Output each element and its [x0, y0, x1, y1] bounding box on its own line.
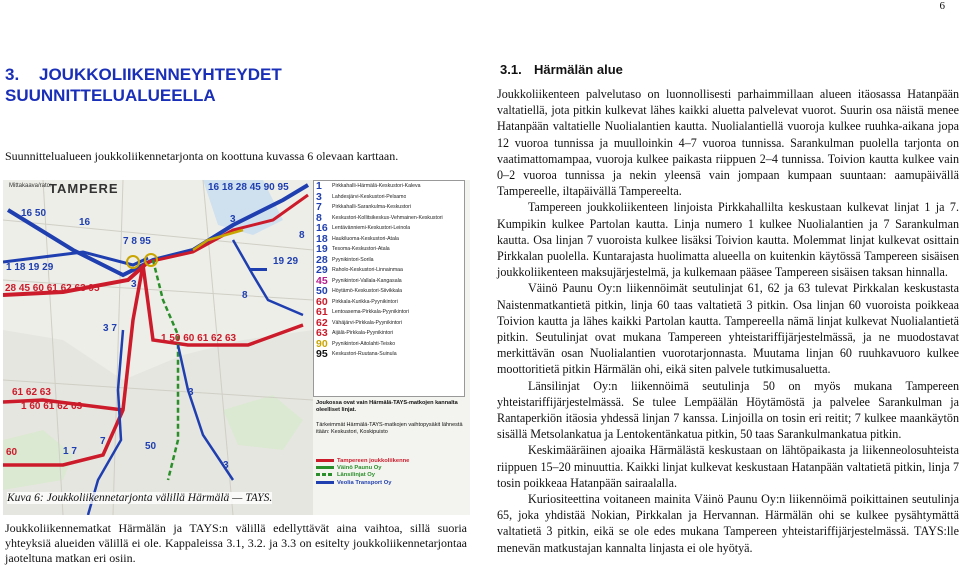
green-line-icon — [316, 466, 334, 469]
route-legend — [313, 180, 465, 397]
legend-row — [314, 307, 464, 318]
route-label: 8 — [242, 290, 248, 301]
figure-caption: Kuva 6: Joukkoliikennetarjonta välillä Härmälä — TAYS. — [7, 492, 273, 504]
key-row-tampere — [316, 458, 466, 465]
legend-route-number: 16 — [316, 222, 328, 235]
legend-route-number: 60 — [316, 295, 328, 308]
route-label: 3 — [223, 460, 229, 471]
key-label: Tampereen joukkoliikenne — [337, 458, 410, 464]
legend-route-number: 45 — [316, 274, 328, 287]
map-note-transfer: Tärkeimmät Härmälä-TAYS-matkojen vaihtopysäkit lähnestä itään: Keskustori, Koskipuisto — [316, 422, 463, 435]
route-label: 1 50 60 61 62 63 — [161, 333, 237, 344]
route-label: 16 — [79, 217, 91, 228]
legend-route-desc: Raholo-Keskustori-Linnainmaa — [332, 267, 403, 274]
legend-row — [314, 234, 464, 245]
page-number: 6 — [939, 0, 945, 12]
route-label: 16 18 28 45 90 95 — [208, 182, 289, 193]
legend-route-desc: Tesoma-Keskustori-Atala — [332, 246, 390, 253]
legend-row — [314, 339, 464, 350]
paragraph: Joukkoliikenteen palvelutaso on luonnollisesti parhaimmillaan alueen itäosassa Hatanpään valtatiellä, jota pitkin kulkevat lähes kaikki aluetta palvelevat vuorot. Suurin osa näistä menee Hatanpään valtatielle Nuolialantien kautta. Nuolialantiellä vuoroja kulkee ruuhka-aikana jopa 12 vuoroa tunnissa ja muulloinkin 4–7 vuoroa tunnissa. Sarankulman puolella tarjonta on vaatimattomampaa, vuoroja kulkee paikasta riippuen 2–4 tunnissa. Toivion kautta kulkee vain 0–2 vuoroa tunnissa ja nekin yleensä vain jompaan kumpaan suuntaan: aamupäivällä Tampereelle, iltapäivällä Tampereelta. — [497, 87, 959, 199]
legend-row — [314, 297, 464, 308]
legend-route-number: 28 — [316, 253, 328, 266]
red-line-icon — [316, 459, 334, 462]
legend-row — [314, 318, 464, 329]
map-city-label: TAMPERE — [49, 181, 119, 196]
route-label: 60 — [6, 447, 18, 458]
route-label: 7 — [100, 436, 106, 447]
legend-row — [314, 202, 464, 213]
legend-row — [314, 265, 464, 276]
route-label: 3 — [230, 214, 236, 225]
legend-route-desc: Vähäjärvi-Pirkkala-Pyynikintori — [332, 319, 403, 326]
legend-route-desc: Lahdesjärvi-Keskustori-Pelsamo — [332, 193, 407, 200]
blue-line-icon — [316, 481, 334, 484]
route-label: 16 50 — [21, 208, 47, 219]
intro-text: Suunnittelualueen joukkoliikennetarjonta on koottuna kuvassa 6 olevaan karttaan. — [5, 149, 399, 163]
route-label: 3 7 — [103, 323, 117, 334]
legend-route-number: 62 — [316, 316, 328, 329]
legend-row — [314, 276, 464, 287]
chapter-heading — [5, 64, 465, 106]
legend-row — [314, 286, 464, 297]
legend-route-number: 61 — [316, 306, 328, 319]
key-label: Veolia Transport Oy — [337, 479, 392, 486]
paragraph: Kuriositeettina voitaneen mainita Väinö Paunu Oy:n liikennöimä poikittainen seutulinja 65, joka yhdistää Nokian, Pirkkalan ja Hervannan. Härmälän ohi se kulkee pysähtymättä valtatietä 3 pitkin, eikä se ole edes mukana Tampereen yhteistariffijärjestelmässä. TAYS:lle menevän matkustajan kannalta linjasta ei ole hyötyä. — [497, 492, 959, 555]
legend-route-desc: Höytämö-Keskustori-Siivikkala — [332, 288, 403, 295]
key-row-paunu — [316, 465, 466, 472]
section-heading — [500, 62, 959, 77]
legend-route-number: 29 — [316, 264, 328, 277]
legend-row — [314, 192, 464, 203]
legend-route-desc: Keskustori-Kollitsikeskus-Vehmainen-Keskustori — [332, 214, 443, 221]
operator-key — [316, 458, 466, 487]
paragraph: Väinö Paunu Oy:n liikennöimät seutulinjat 61, 62 ja 63 tulevat Pirkkalan keskustasta Naistenmatkantietä pitkin, linja 60 taas valtatietä 3 pitkin. Osa linjan 60 vuoroista poikkeaa Toivion kautta ja lähes kaikki Partolan kautta. Tampereella nämä linjat kulkevat Nuolialantietä pitkin. Seutulinjat ovat mukana Tampereen yhteistariffijärjestelmässä, ja ne muodostavat merkittävän osan Nuolialantien vuorotarjonnasta. Muutama linjan 60 ruuhkavuoro kulkee moottoritietä pitkin Härmälän ohi, eikä siten palvele tutkimusaluetta. — [497, 281, 959, 377]
route-label: 8 — [299, 230, 305, 241]
legend-route-desc: Haukiluoma-Keskustori-Atala — [332, 235, 399, 242]
legend-route-desc: Keskustori-Ruutana-Suinula — [332, 351, 397, 358]
legend-route-desc: Pyynikintori-Aitolahti-Teisko — [332, 340, 396, 347]
map-scale-label: Mittakaava/rato: — [9, 183, 52, 189]
legend-row — [314, 349, 464, 360]
legend-route-number: 50 — [316, 285, 328, 298]
legend-route-desc: Lentoasema-Pirkkala-Pyynikintori — [332, 309, 409, 316]
legend-route-number: 95 — [316, 348, 328, 361]
key-label: Länsilinjat Oy — [337, 472, 376, 479]
legend-row — [314, 255, 464, 266]
legend-route-number: 90 — [316, 337, 328, 350]
legend-route-desc: Pyynikintori-Sorila — [332, 256, 374, 263]
route-label: 50 — [145, 441, 157, 452]
route-label: 19 29 — [273, 256, 299, 267]
route-label: 1 60 61 62 63 — [21, 401, 83, 412]
legend-route-number: 63 — [316, 327, 328, 340]
legend-row — [314, 213, 464, 224]
legend-row — [314, 223, 464, 234]
paragraph: Tampereen joukkoliikenteen linjoista Pirkkahallilta keskustaan kulkevat linjat 1 ja 7. Kumpikin kulkee Partolan kautta. Linja numero 1 kulkee Nuolialantien ja 7 Sarankulman kautta. Osa linjan 7 vuoroista kulkee lisäksi Toivion kautta. Molemmat linjat kulkevat osittain Pirkkalan puolella. Kuntarajasta huolimatta alueella on kuitenkin käytössä Tampereen sisäisen joukkoliikenteen maksujärjestelmä, ja kulkemaan pääsee Tampereen sisäisen taksan hinnalla. — [497, 200, 959, 280]
dashed-green-line-icon — [316, 473, 334, 476]
legend-route-desc: Pirkkala-Kurikka-Pyynikintori — [332, 298, 398, 305]
legend-route-number: 19 — [316, 243, 328, 256]
route-label: 1 7 — [63, 446, 77, 457]
chapter-number: 3. — [5, 65, 20, 84]
section-number: 3.1. — [500, 62, 522, 77]
legend-route-number: 3 — [316, 190, 322, 203]
route-label: 7 8 95 — [123, 236, 151, 247]
legend-route-desc: Pirkkahalli-Härmälä-Keskustori-Kaleva — [332, 183, 421, 190]
route-label: 1 18 19 29 — [6, 262, 54, 273]
legend-route-desc: Pirkkahalli-Sarankulma-Keskustori — [332, 204, 411, 211]
legend-route-desc: Lentävänniemi-Keskustori-Leinola — [332, 225, 411, 232]
legend-route-number: 7 — [316, 201, 322, 214]
key-row-lansilinjat — [316, 472, 466, 479]
legend-route-desc: Pyynikintori-Vallala-Kangasala — [332, 277, 402, 284]
route-label: 61 62 63 — [12, 387, 51, 398]
bottom-paragraph: Joukkoliikennematkat Härmälän ja TAYS:n välillä edellyttävät aina vaihtoa, sillä suoria yhteyksiä alueiden välillä ei ole. Kappaleissa 3.1, 3.2. ja 3.3 on esitelty joukkoliikennetarjontaa jaoteltuna matkan eri osiin. — [5, 521, 467, 565]
legend-route-number: 1 — [316, 180, 322, 193]
key-label: Väinö Paunu Oy — [337, 465, 382, 472]
map-note: Joukossa ovat vain Härmälä-TAYS-matkojen kannalta oleelliset linjat. — [316, 400, 458, 413]
legend-row — [314, 328, 464, 339]
paragraph: Keskimääräinen ajoaika Härmälästä keskustaan on lähtöpaikasta ja liikenneolosuhteista riippuen 15–20 minuuttia. Kaikki linjat kulkevat keskustaan Hatanpään valtatietä pitkin, linja 7 tosin poikkeaa Hatanpään sairaalalla. — [497, 443, 959, 490]
route-label: 3 — [188, 387, 194, 398]
key-row-veolia — [316, 480, 466, 487]
legend-row — [314, 181, 464, 192]
chapter-title: JOUKKOLIIKENNEYHTEYDET SUUNNITTELUALUEELLA — [5, 65, 282, 105]
legend-route-number: 8 — [316, 211, 322, 224]
route-label: 3 — [131, 279, 137, 290]
section-title: Härmälän alue — [534, 62, 623, 77]
paragraph: Länsilinjat Oy:n liikennöimä seutulinja 50 on myös mukana Tampereen yhteistariffijärjestelmässä. Se tulee Lempäälän Höytämöstä ja palvelee Sarankulman ja Rantaperkiön itäosia yhdessä linjan 7 kanssa. Linjoilla on tosin eri reitit; 7 kulkee maankäytön sisällä Metsolankatua ja Lentokentänkatua pitkin, 50 taas Sarankulmankatua pitkin. — [497, 378, 959, 442]
route-label: 28 45 60 61 62 63 95 — [5, 283, 100, 294]
legend-row — [314, 244, 464, 255]
legend-route-desc: Äijälä-Pirkkala-Pyynikintori — [332, 330, 394, 337]
section-column — [497, 62, 959, 556]
legend-route-number: 18 — [316, 232, 328, 245]
